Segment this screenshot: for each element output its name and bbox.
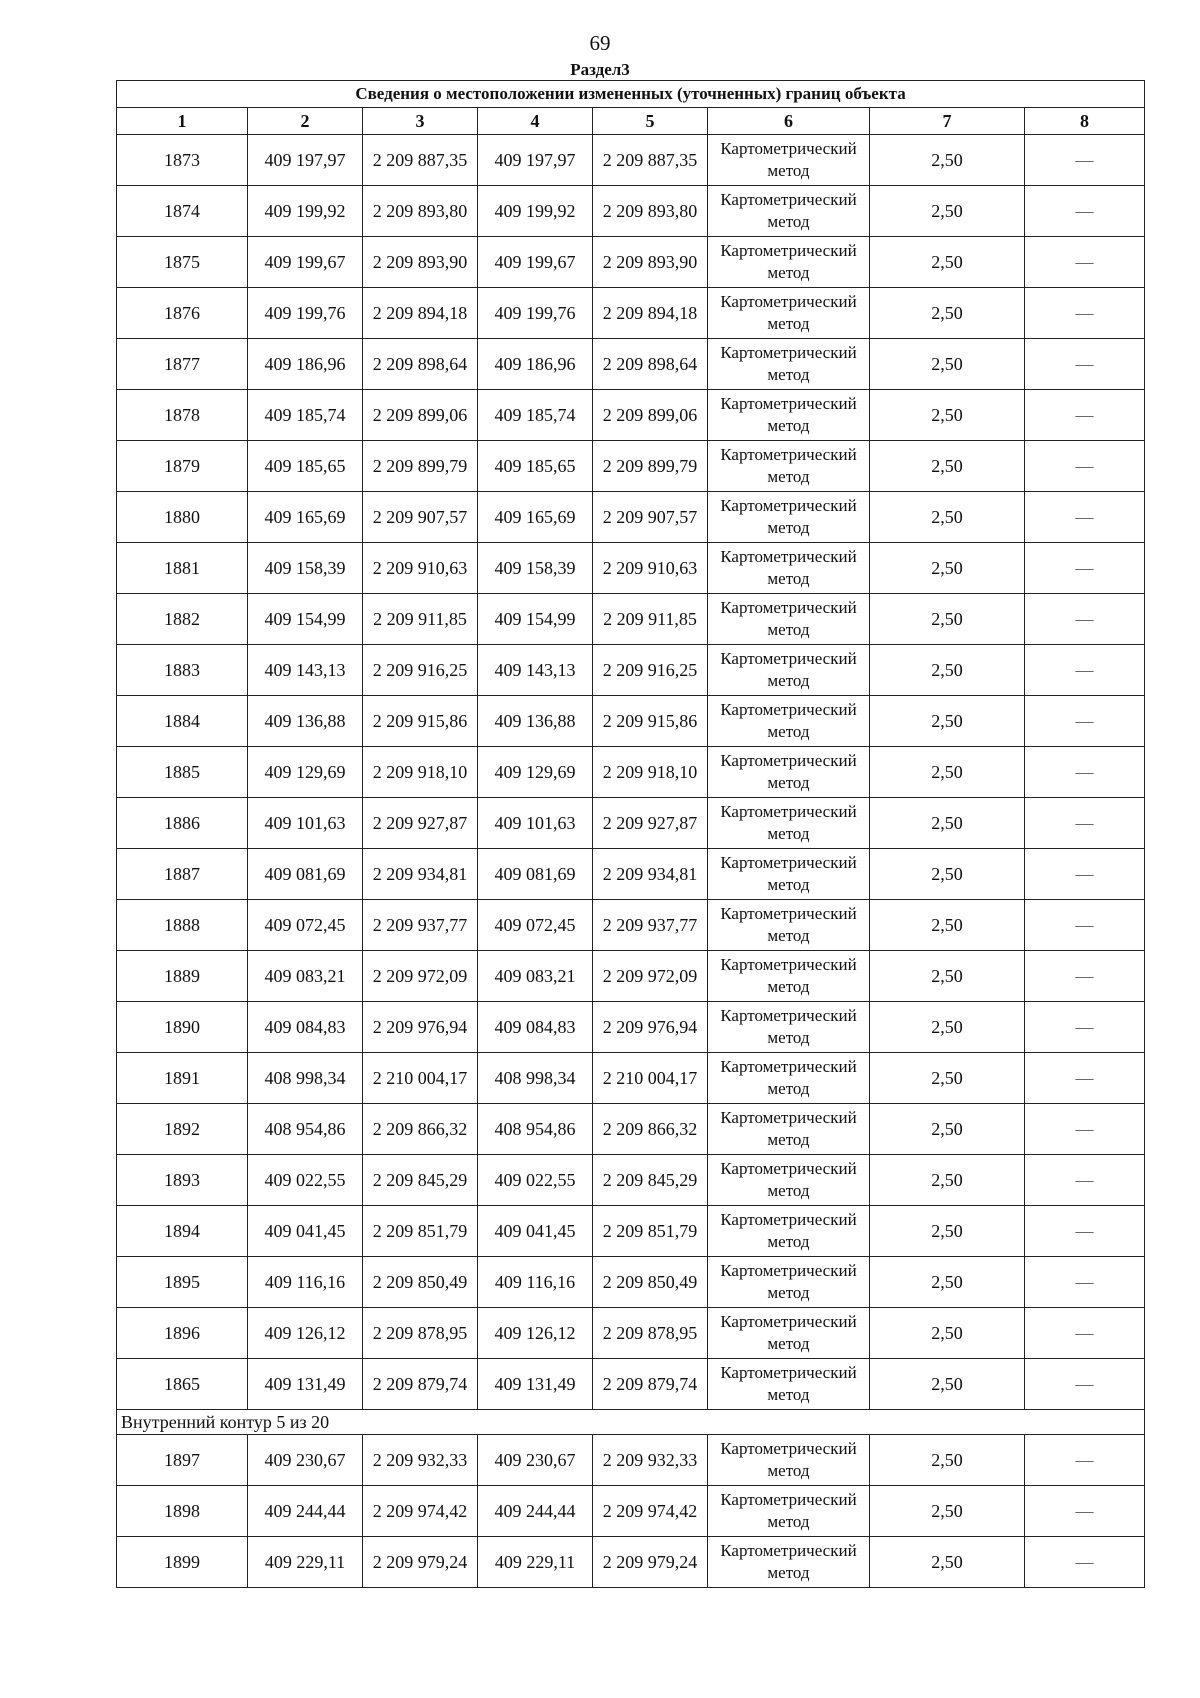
method-cell: Картометрический метод <box>708 1537 870 1588</box>
table-row <box>117 1053 1145 1104</box>
note-cell: — <box>1025 339 1145 390</box>
x-coordinate-new: 408 954,86 <box>478 1104 593 1155</box>
x-coordinate-new: 409 143,13 <box>478 645 593 696</box>
y-coordinate: 2 209 972,09 <box>363 951 478 1002</box>
table-row <box>117 696 1145 747</box>
x-coordinate-new: 409 158,39 <box>478 543 593 594</box>
accuracy-cell: 2,50 <box>870 1155 1025 1206</box>
x-coordinate-new: 409 131,49 <box>478 1359 593 1410</box>
x-coordinate-new: 409 186,96 <box>478 339 593 390</box>
note-cell: — <box>1025 1359 1145 1410</box>
x-coordinate-new: 409 083,21 <box>478 951 593 1002</box>
accuracy-cell: 2,50 <box>870 1308 1025 1359</box>
y-coordinate: 2 209 899,06 <box>363 390 478 441</box>
method-cell: Картометрический метод <box>708 441 870 492</box>
y-coordinate: 2 209 974,42 <box>363 1486 478 1537</box>
accuracy-cell: 2,50 <box>870 1537 1025 1588</box>
y-coordinate: 2 209 918,10 <box>363 747 478 798</box>
y-coordinate: 2 209 887,35 <box>363 135 478 186</box>
column-header: 8 <box>1025 108 1145 135</box>
accuracy-cell: 2,50 <box>870 390 1025 441</box>
x-coordinate-new: 409 165,69 <box>478 492 593 543</box>
x-coordinate-new: 409 072,45 <box>478 900 593 951</box>
x-coordinate: 409 197,97 <box>248 135 363 186</box>
method-cell: Картометрический метод <box>708 135 870 186</box>
accuracy-cell: 2,50 <box>870 1435 1025 1486</box>
accuracy-cell: 2,50 <box>870 1206 1025 1257</box>
point-number: 1893 <box>117 1155 248 1206</box>
x-coordinate: 409 230,67 <box>248 1435 363 1486</box>
x-coordinate: 408 998,34 <box>248 1053 363 1104</box>
method-cell: Картометрический метод <box>708 1206 870 1257</box>
note-cell: — <box>1025 900 1145 951</box>
y-coordinate-new: 2 209 915,86 <box>593 696 708 747</box>
y-coordinate-new: 2 210 004,17 <box>593 1053 708 1104</box>
y-coordinate-new: 2 209 911,85 <box>593 594 708 645</box>
note-cell: — <box>1025 441 1145 492</box>
table-row <box>117 1486 1145 1537</box>
method-cell: Картометрический метод <box>708 645 870 696</box>
y-coordinate-new: 2 209 972,09 <box>593 951 708 1002</box>
y-coordinate-new: 2 209 899,79 <box>593 441 708 492</box>
y-coordinate-new: 2 209 907,57 <box>593 492 708 543</box>
point-number: 1895 <box>117 1257 248 1308</box>
accuracy-cell: 2,50 <box>870 492 1025 543</box>
table-row <box>117 1155 1145 1206</box>
method-cell: Картометрический метод <box>708 543 870 594</box>
point-number: 1890 <box>117 1002 248 1053</box>
x-coordinate: 408 954,86 <box>248 1104 363 1155</box>
x-coordinate: 409 041,45 <box>248 1206 363 1257</box>
x-coordinate: 409 101,63 <box>248 798 363 849</box>
accuracy-cell: 2,50 <box>870 339 1025 390</box>
table-row <box>117 849 1145 900</box>
point-number: 1896 <box>117 1308 248 1359</box>
x-coordinate-new: 409 041,45 <box>478 1206 593 1257</box>
accuracy-cell: 2,50 <box>870 849 1025 900</box>
y-coordinate: 2 209 878,95 <box>363 1308 478 1359</box>
point-number: 1897 <box>117 1435 248 1486</box>
y-coordinate-new: 2 209 887,35 <box>593 135 708 186</box>
method-cell: Картометрический метод <box>708 339 870 390</box>
note-cell: — <box>1025 1537 1145 1588</box>
point-number: 1898 <box>117 1486 248 1537</box>
note-cell: — <box>1025 543 1145 594</box>
table-row <box>117 1308 1145 1359</box>
accuracy-cell: 2,50 <box>870 441 1025 492</box>
column-header: 4 <box>478 108 593 135</box>
table-row <box>117 1537 1145 1588</box>
note-cell: — <box>1025 1104 1145 1155</box>
point-number: 1885 <box>117 747 248 798</box>
x-coordinate-new: 409 199,67 <box>478 237 593 288</box>
table-row <box>117 492 1145 543</box>
point-number: 1878 <box>117 390 248 441</box>
note-cell: — <box>1025 1435 1145 1486</box>
y-coordinate-new: 2 209 893,80 <box>593 186 708 237</box>
table-row <box>117 186 1145 237</box>
y-coordinate-new: 2 209 894,18 <box>593 288 708 339</box>
y-coordinate: 2 209 893,80 <box>363 186 478 237</box>
y-coordinate-new: 2 209 976,94 <box>593 1002 708 1053</box>
point-number: 1875 <box>117 237 248 288</box>
table-row <box>117 288 1145 339</box>
note-cell: — <box>1025 849 1145 900</box>
point-number: 1879 <box>117 441 248 492</box>
x-coordinate-new: 409 101,63 <box>478 798 593 849</box>
y-coordinate: 2 209 934,81 <box>363 849 478 900</box>
note-cell: — <box>1025 1257 1145 1308</box>
column-header: 2 <box>248 108 363 135</box>
note-cell: — <box>1025 594 1145 645</box>
accuracy-cell: 2,50 <box>870 1359 1025 1410</box>
y-coordinate-new: 2 209 916,25 <box>593 645 708 696</box>
point-number: 1899 <box>117 1537 248 1588</box>
accuracy-cell: 2,50 <box>870 798 1025 849</box>
table-row <box>117 798 1145 849</box>
x-coordinate-new: 409 229,11 <box>478 1537 593 1588</box>
y-coordinate-new: 2 209 910,63 <box>593 543 708 594</box>
y-coordinate-new: 2 209 899,06 <box>593 390 708 441</box>
y-coordinate: 2 209 866,32 <box>363 1104 478 1155</box>
y-coordinate-new: 2 209 927,87 <box>593 798 708 849</box>
x-coordinate: 409 165,69 <box>248 492 363 543</box>
note-cell: — <box>1025 1155 1145 1206</box>
accuracy-cell: 2,50 <box>870 1053 1025 1104</box>
y-coordinate: 2 209 910,63 <box>363 543 478 594</box>
y-coordinate: 2 209 907,57 <box>363 492 478 543</box>
x-coordinate: 409 084,83 <box>248 1002 363 1053</box>
method-cell: Картометрический метод <box>708 1002 870 1053</box>
table-row <box>117 951 1145 1002</box>
note-cell: — <box>1025 237 1145 288</box>
page-number: 69 <box>589 31 611 55</box>
note-cell: — <box>1025 951 1145 1002</box>
y-coordinate-new: 2 209 979,24 <box>593 1537 708 1588</box>
accuracy-cell: 2,50 <box>870 237 1025 288</box>
y-coordinate-new: 2 209 934,81 <box>593 849 708 900</box>
accuracy-cell: 2,50 <box>870 951 1025 1002</box>
note-cell: — <box>1025 1002 1145 1053</box>
y-coordinate-new: 2 209 845,29 <box>593 1155 708 1206</box>
y-coordinate-new: 2 209 866,32 <box>593 1104 708 1155</box>
point-number: 1887 <box>117 849 248 900</box>
x-coordinate: 409 143,13 <box>248 645 363 696</box>
column-header: 7 <box>870 108 1025 135</box>
section-label: Раздел3 <box>570 60 630 79</box>
point-number: 1877 <box>117 339 248 390</box>
point-number: 1876 <box>117 288 248 339</box>
table-row <box>117 1206 1145 1257</box>
method-cell: Картометрический метод <box>708 1155 870 1206</box>
y-coordinate: 2 209 845,29 <box>363 1155 478 1206</box>
point-number: 1889 <box>117 951 248 1002</box>
table-row <box>117 390 1145 441</box>
x-coordinate: 409 129,69 <box>248 747 363 798</box>
point-number: 1882 <box>117 594 248 645</box>
accuracy-cell: 2,50 <box>870 747 1025 798</box>
coordinates-table <box>116 80 1145 1588</box>
x-coordinate-new: 409 230,67 <box>478 1435 593 1486</box>
x-coordinate: 409 185,65 <box>248 441 363 492</box>
y-coordinate-new: 2 209 898,64 <box>593 339 708 390</box>
x-coordinate: 409 081,69 <box>248 849 363 900</box>
point-number: 1874 <box>117 186 248 237</box>
table-caption: Сведения о местоположении измененных (уточненных) границ объекта <box>117 81 1145 108</box>
x-coordinate: 409 199,92 <box>248 186 363 237</box>
method-cell: Картометрический метод <box>708 798 870 849</box>
y-coordinate: 2 209 976,94 <box>363 1002 478 1053</box>
point-number: 1884 <box>117 696 248 747</box>
column-header: 5 <box>593 108 708 135</box>
x-coordinate-new: 409 185,74 <box>478 390 593 441</box>
method-cell: Картометрический метод <box>708 696 870 747</box>
y-coordinate-new: 2 209 850,49 <box>593 1257 708 1308</box>
note-cell: — <box>1025 288 1145 339</box>
y-coordinate: 2 209 879,74 <box>363 1359 478 1410</box>
x-coordinate: 409 126,12 <box>248 1308 363 1359</box>
note-cell: — <box>1025 390 1145 441</box>
accuracy-cell: 2,50 <box>870 594 1025 645</box>
accuracy-cell: 2,50 <box>870 288 1025 339</box>
column-header: 3 <box>363 108 478 135</box>
y-coordinate-new: 2 209 878,95 <box>593 1308 708 1359</box>
note-cell: — <box>1025 135 1145 186</box>
y-coordinate: 2 209 851,79 <box>363 1206 478 1257</box>
y-coordinate: 2 209 927,87 <box>363 798 478 849</box>
table-row <box>117 645 1145 696</box>
table-row <box>117 441 1145 492</box>
y-coordinate-new: 2 209 937,77 <box>593 900 708 951</box>
point-number: 1865 <box>117 1359 248 1410</box>
method-cell: Картометрический метод <box>708 390 870 441</box>
y-coordinate-new: 2 209 974,42 <box>593 1486 708 1537</box>
note-cell: — <box>1025 1206 1145 1257</box>
table-row <box>117 1435 1145 1486</box>
method-cell: Картометрический метод <box>708 288 870 339</box>
method-cell: Картометрический метод <box>708 849 870 900</box>
column-header: 6 <box>708 108 870 135</box>
x-coordinate-new: 409 154,99 <box>478 594 593 645</box>
method-cell: Картометрический метод <box>708 237 870 288</box>
y-coordinate: 2 210 004,17 <box>363 1053 478 1104</box>
x-coordinate: 409 199,67 <box>248 237 363 288</box>
point-number: 1892 <box>117 1104 248 1155</box>
y-coordinate: 2 209 979,24 <box>363 1537 478 1588</box>
point-number: 1888 <box>117 900 248 951</box>
x-coordinate-new: 409 116,16 <box>478 1257 593 1308</box>
point-number: 1881 <box>117 543 248 594</box>
x-coordinate: 409 185,74 <box>248 390 363 441</box>
method-cell: Картометрический метод <box>708 492 870 543</box>
y-coordinate: 2 209 911,85 <box>363 594 478 645</box>
x-coordinate: 409 229,11 <box>248 1537 363 1588</box>
point-number: 1891 <box>117 1053 248 1104</box>
x-coordinate: 409 244,44 <box>248 1486 363 1537</box>
contour-subheading: Внутренний контур 5 из 20 <box>117 1410 1145 1435</box>
accuracy-cell: 2,50 <box>870 645 1025 696</box>
note-cell: — <box>1025 492 1145 543</box>
x-coordinate-new: 409 022,55 <box>478 1155 593 1206</box>
note-cell: — <box>1025 696 1145 747</box>
accuracy-cell: 2,50 <box>870 543 1025 594</box>
y-coordinate: 2 209 937,77 <box>363 900 478 951</box>
method-cell: Картометрический метод <box>708 1359 870 1410</box>
method-cell: Картометрический метод <box>708 1104 870 1155</box>
table-row <box>117 1257 1145 1308</box>
x-coordinate-new: 409 081,69 <box>478 849 593 900</box>
accuracy-cell: 2,50 <box>870 900 1025 951</box>
note-cell: — <box>1025 1486 1145 1537</box>
point-number: 1883 <box>117 645 248 696</box>
table-body <box>117 135 1145 1588</box>
x-coordinate: 409 136,88 <box>248 696 363 747</box>
accuracy-cell: 2,50 <box>870 186 1025 237</box>
table-row <box>117 135 1145 186</box>
method-cell: Картометрический метод <box>708 594 870 645</box>
x-coordinate: 409 131,49 <box>248 1359 363 1410</box>
accuracy-cell: 2,50 <box>870 696 1025 747</box>
column-header-row <box>117 108 1145 135</box>
x-coordinate: 409 158,39 <box>248 543 363 594</box>
x-coordinate-new: 409 244,44 <box>478 1486 593 1537</box>
note-cell: — <box>1025 798 1145 849</box>
accuracy-cell: 2,50 <box>870 1486 1025 1537</box>
point-number: 1873 <box>117 135 248 186</box>
y-coordinate: 2 209 850,49 <box>363 1257 478 1308</box>
y-coordinate: 2 209 899,79 <box>363 441 478 492</box>
x-coordinate: 409 154,99 <box>248 594 363 645</box>
method-cell: Картометрический метод <box>708 1053 870 1104</box>
y-coordinate-new: 2 209 893,90 <box>593 237 708 288</box>
note-cell: — <box>1025 747 1145 798</box>
x-coordinate-new: 409 197,97 <box>478 135 593 186</box>
x-coordinate-new: 409 199,92 <box>478 186 593 237</box>
table-row <box>117 1359 1145 1410</box>
table-row <box>117 543 1145 594</box>
x-coordinate: 409 116,16 <box>248 1257 363 1308</box>
note-cell: — <box>1025 645 1145 696</box>
accuracy-cell: 2,50 <box>870 135 1025 186</box>
y-coordinate: 2 209 893,90 <box>363 237 478 288</box>
method-cell: Картометрический метод <box>708 747 870 798</box>
note-cell: — <box>1025 1308 1145 1359</box>
table-row <box>117 339 1145 390</box>
x-coordinate: 409 072,45 <box>248 900 363 951</box>
table-row <box>117 594 1145 645</box>
contour-subheading-row <box>117 1410 1145 1435</box>
method-cell: Картометрический метод <box>708 951 870 1002</box>
y-coordinate: 2 209 916,25 <box>363 645 478 696</box>
note-cell: — <box>1025 186 1145 237</box>
x-coordinate: 409 022,55 <box>248 1155 363 1206</box>
accuracy-cell: 2,50 <box>870 1002 1025 1053</box>
table-row <box>117 747 1145 798</box>
method-cell: Картометрический метод <box>708 1308 870 1359</box>
table-row <box>117 237 1145 288</box>
x-coordinate: 409 083,21 <box>248 951 363 1002</box>
method-cell: Картометрический метод <box>708 186 870 237</box>
point-number: 1880 <box>117 492 248 543</box>
accuracy-cell: 2,50 <box>870 1104 1025 1155</box>
x-coordinate-new: 409 199,76 <box>478 288 593 339</box>
y-coordinate-new: 2 209 918,10 <box>593 747 708 798</box>
column-header: 1 <box>117 108 248 135</box>
x-coordinate-new: 409 084,83 <box>478 1002 593 1053</box>
method-cell: Картометрический метод <box>708 900 870 951</box>
x-coordinate-new: 409 185,65 <box>478 441 593 492</box>
x-coordinate-new: 409 136,88 <box>478 696 593 747</box>
method-cell: Картометрический метод <box>708 1486 870 1537</box>
method-cell: Картометрический метод <box>708 1257 870 1308</box>
table-row <box>117 900 1145 951</box>
table-row <box>117 1104 1145 1155</box>
x-coordinate: 409 199,76 <box>248 288 363 339</box>
y-coordinate-new: 2 209 932,33 <box>593 1435 708 1486</box>
note-cell: — <box>1025 1053 1145 1104</box>
y-coordinate: 2 209 915,86 <box>363 696 478 747</box>
x-coordinate-new: 409 129,69 <box>478 747 593 798</box>
y-coordinate-new: 2 209 879,74 <box>593 1359 708 1410</box>
accuracy-cell: 2,50 <box>870 1257 1025 1308</box>
y-coordinate-new: 2 209 851,79 <box>593 1206 708 1257</box>
point-number: 1894 <box>117 1206 248 1257</box>
method-cell: Картометрический метод <box>708 1435 870 1486</box>
y-coordinate: 2 209 894,18 <box>363 288 478 339</box>
y-coordinate: 2 209 932,33 <box>363 1435 478 1486</box>
point-number: 1886 <box>117 798 248 849</box>
table-row <box>117 1002 1145 1053</box>
x-coordinate-new: 408 998,34 <box>478 1053 593 1104</box>
x-coordinate: 409 186,96 <box>248 339 363 390</box>
x-coordinate-new: 409 126,12 <box>478 1308 593 1359</box>
y-coordinate: 2 209 898,64 <box>363 339 478 390</box>
